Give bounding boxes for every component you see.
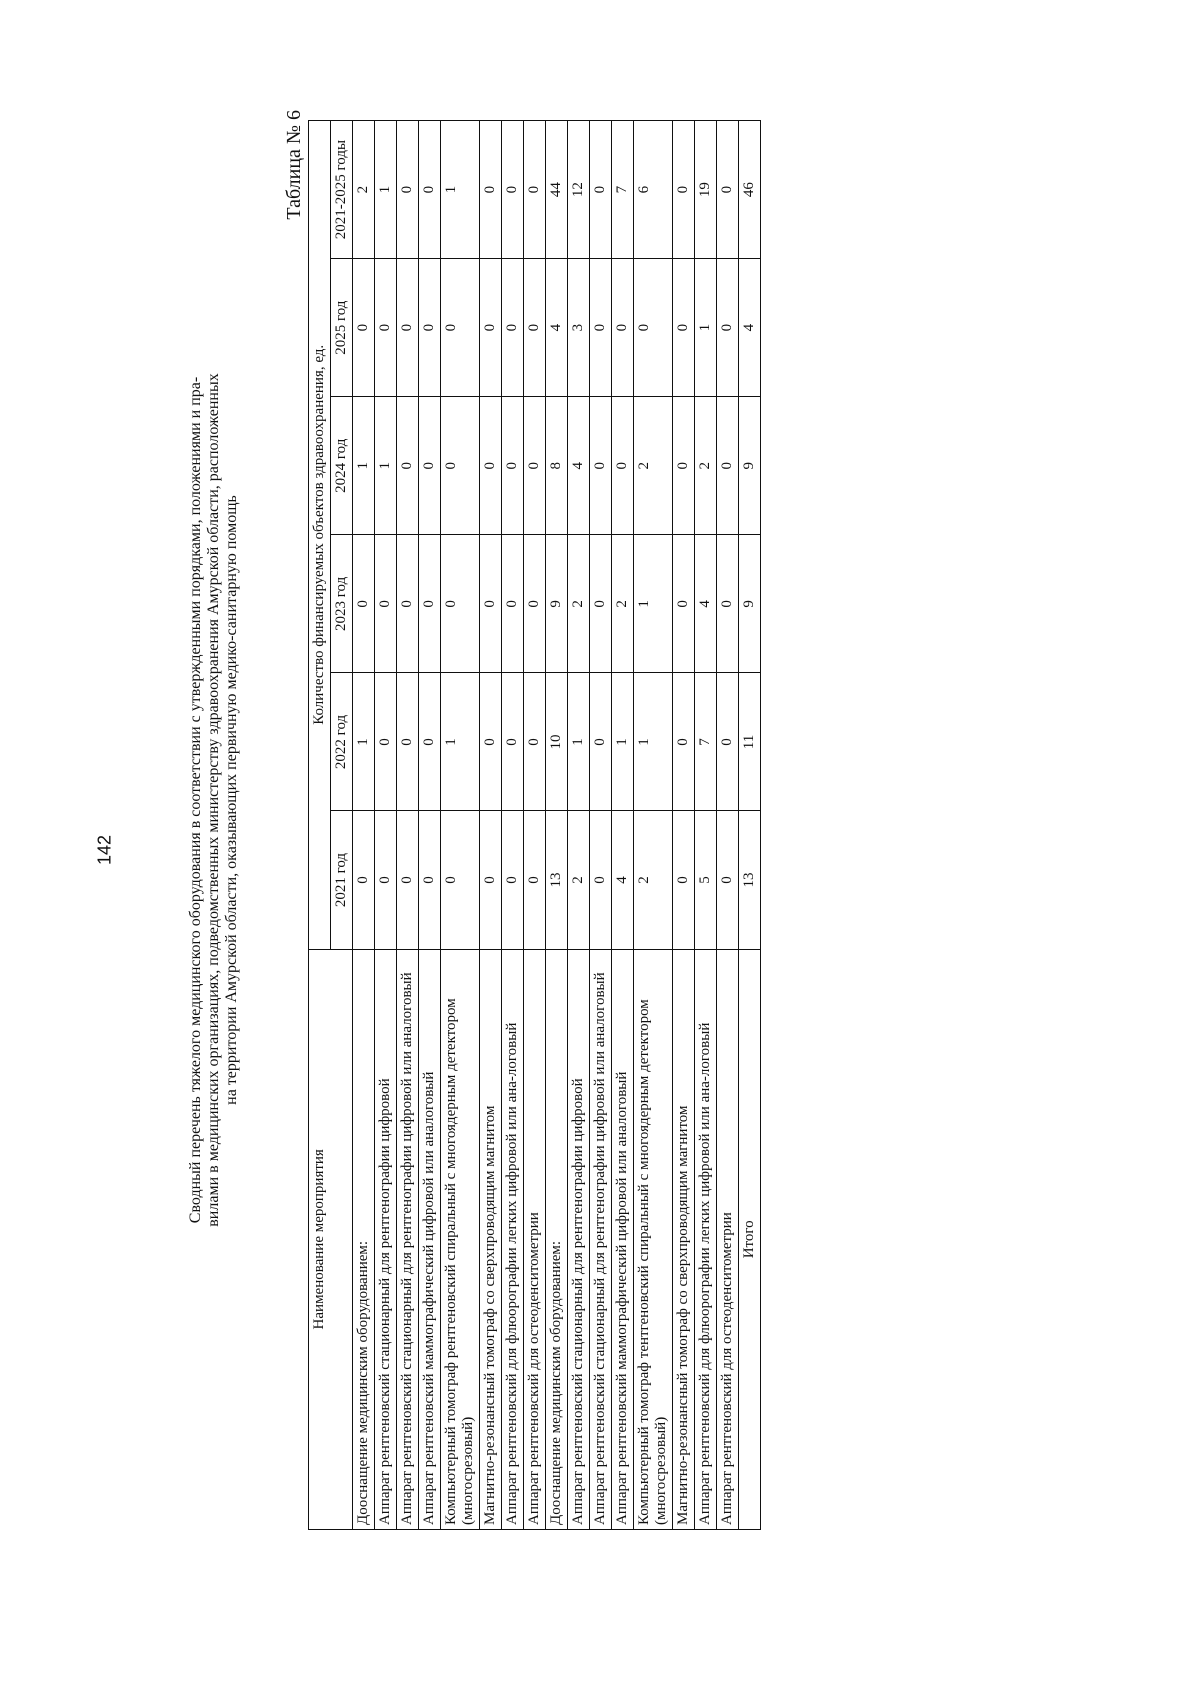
value-cell: 0 (717, 673, 739, 811)
column-header-year: 2023 год (331, 535, 353, 673)
value-cell: 0 (590, 535, 612, 673)
total-value-cell: 4 (739, 259, 761, 397)
row-name-cell: Аппарат рентгеновский для остеоденситометрии (524, 949, 546, 1529)
table-row (375, 121, 397, 1530)
table-row (480, 121, 502, 1530)
value-cell: 0 (634, 259, 673, 397)
value-cell: 1 (634, 673, 673, 811)
row-name-cell: Компьютерный томограф рентгеновский спиральный с многоядерным детектором (многосрезовый) (441, 949, 480, 1529)
value-cell: 0 (353, 259, 375, 397)
title-line: на территории Амурской области, оказывающих первичную медико-санитарную помощь (223, 495, 240, 1105)
value-cell: 0 (397, 535, 419, 673)
value-cell: 0 (717, 535, 739, 673)
value-cell: 8 (546, 397, 568, 535)
value-cell: 19 (695, 121, 717, 259)
table-row (441, 121, 480, 1530)
value-cell: 0 (419, 811, 441, 949)
value-cell: 0 (502, 811, 524, 949)
value-cell: 1 (375, 397, 397, 535)
value-cell: 5 (695, 811, 717, 949)
total-row (739, 121, 761, 1530)
value-cell: 0 (717, 811, 739, 949)
value-cell: 0 (673, 673, 695, 811)
value-cell: 0 (524, 811, 546, 949)
value-cell: 1 (353, 397, 375, 535)
value-cell: 1 (612, 673, 634, 811)
value-cell: 1 (353, 673, 375, 811)
value-cell: 2 (353, 121, 375, 259)
value-cell: 0 (590, 121, 612, 259)
value-cell: 4 (546, 259, 568, 397)
value-cell: 0 (673, 535, 695, 673)
value-cell: 0 (502, 673, 524, 811)
row-name-cell: Дооснащение медицинским оборудованием: (353, 949, 375, 1529)
column-header-name: Наименование мероприятия (309, 949, 353, 1529)
total-value-cell: 46 (739, 121, 761, 259)
value-cell: 2 (612, 535, 634, 673)
column-header-year: 2025 год (331, 259, 353, 397)
total-value-cell: 13 (739, 811, 761, 949)
value-cell: 0 (717, 259, 739, 397)
value-cell: 0 (375, 535, 397, 673)
value-cell: 0 (480, 673, 502, 811)
value-cell: 0 (419, 535, 441, 673)
table-row (612, 121, 634, 1530)
value-cell: 0 (419, 673, 441, 811)
table-number: Таблица № 6 (283, 110, 305, 220)
rotated-page-content (150, 50, 1150, 1550)
value-cell: 12 (568, 121, 590, 259)
value-cell: 0 (673, 259, 695, 397)
table-row (397, 121, 419, 1530)
value-cell: 9 (546, 535, 568, 673)
value-cell: 0 (502, 397, 524, 535)
table-row (590, 121, 612, 1530)
title-line: вилами в медицинских организациях, подведомственных министерству здравоохранения Амурской области, расположенных (205, 373, 222, 1227)
value-cell: 1 (568, 673, 590, 811)
value-cell: 0 (397, 673, 419, 811)
row-name-cell: Аппарат рентгеновский маммографический цифровой или аналоговый (612, 949, 634, 1529)
value-cell: 4 (568, 397, 590, 535)
value-cell: 0 (673, 397, 695, 535)
value-cell: 0 (397, 121, 419, 259)
row-name-cell: Магнитно-резонансный томограф со сверхпроводящим магнитом (480, 949, 502, 1529)
equipment-table (308, 120, 761, 1530)
value-cell: 0 (441, 811, 480, 949)
table-row (568, 121, 590, 1530)
value-cell: 0 (502, 121, 524, 259)
row-name-cell: Магнитно-резонансный томограф со сверхпроводящим магнитом (673, 949, 695, 1529)
value-cell: 1 (695, 259, 717, 397)
value-cell: 0 (480, 397, 502, 535)
value-cell: 0 (524, 259, 546, 397)
value-cell: 0 (353, 811, 375, 949)
value-cell: 0 (375, 673, 397, 811)
row-name-cell: Аппарат рентгеновский для остеоденситометрии (717, 949, 739, 1529)
column-header-year: 2021 год (331, 811, 353, 949)
value-cell: 0 (590, 397, 612, 535)
value-cell: 2 (634, 811, 673, 949)
column-header-year: 2022 год (331, 673, 353, 811)
value-cell: 2 (695, 397, 717, 535)
value-cell: 0 (590, 811, 612, 949)
value-cell: 0 (717, 397, 739, 535)
value-cell: 0 (419, 259, 441, 397)
total-value-cell: 9 (739, 535, 761, 673)
title-line: Сводный перечень тяжелого медицинского оборудования в соответствии с утвержденными порядками, положениями и пра- (187, 376, 204, 1224)
value-cell: 2 (634, 397, 673, 535)
document-title (187, 50, 241, 1550)
value-cell: 0 (480, 811, 502, 949)
value-cell: 10 (546, 673, 568, 811)
value-cell: 0 (590, 259, 612, 397)
value-cell: 1 (441, 121, 480, 259)
table-row (695, 121, 717, 1530)
value-cell: 13 (546, 811, 568, 949)
row-name-cell: Компьютерный томограф тентгеновский спиральный с многоядерным детектором (многосрезовый) (634, 949, 673, 1529)
value-cell: 0 (502, 535, 524, 673)
value-cell: 4 (695, 535, 717, 673)
column-group-header: Количество финансируемых объектов здравоохранения, ед. (309, 121, 331, 950)
value-cell: 0 (441, 397, 480, 535)
row-name-cell: Аппарат рентгеновский маммографический цифровой или аналоговый (419, 949, 441, 1529)
value-cell: 1 (634, 535, 673, 673)
value-cell: 0 (480, 121, 502, 259)
value-cell: 7 (612, 121, 634, 259)
table-row (524, 121, 546, 1530)
value-cell: 2 (568, 811, 590, 949)
total-value-cell: 11 (739, 673, 761, 811)
value-cell: 1 (375, 121, 397, 259)
column-header-year: 2024 год (331, 397, 353, 535)
value-cell: 0 (397, 811, 419, 949)
value-cell: 2 (568, 535, 590, 673)
value-cell: 0 (502, 259, 524, 397)
value-cell: 0 (673, 811, 695, 949)
value-cell: 0 (612, 259, 634, 397)
value-cell: 0 (524, 121, 546, 259)
value-cell: 0 (480, 259, 502, 397)
value-cell: 0 (524, 535, 546, 673)
row-name-cell: Аппарат рентгеновский стационарный для рентгенографии цифровой (568, 949, 590, 1529)
value-cell: 0 (397, 259, 419, 397)
table-row (546, 121, 568, 1530)
value-cell: 44 (546, 121, 568, 259)
table-row (673, 121, 695, 1530)
row-name-cell: Аппарат рентгеновский стационарный для рентгенографии цифровой (375, 949, 397, 1529)
value-cell: 0 (673, 121, 695, 259)
row-name-cell: Аппарат рентгеновский для флюорографии легких цифровой или ана-логовый (695, 949, 717, 1529)
value-cell: 0 (397, 397, 419, 535)
row-name-cell: Аппарат рентгеновский для флюорографии легких цифровой или ана-логовый (502, 949, 524, 1529)
value-cell: 0 (441, 535, 480, 673)
value-cell: 0 (612, 397, 634, 535)
total-value-cell: 9 (739, 397, 761, 535)
value-cell: 3 (568, 259, 590, 397)
table-row (502, 121, 524, 1530)
table-row (419, 121, 441, 1530)
value-cell: 0 (441, 259, 480, 397)
value-cell: 0 (419, 121, 441, 259)
value-cell: 0 (375, 811, 397, 949)
value-cell: 0 (419, 397, 441, 535)
value-cell: 0 (375, 259, 397, 397)
page-number (90, 0, 120, 1699)
value-cell: 4 (612, 811, 634, 949)
value-cell: 7 (695, 673, 717, 811)
value-cell: 0 (524, 397, 546, 535)
value-cell: 6 (634, 121, 673, 259)
value-cell: 0 (524, 673, 546, 811)
table-row (717, 121, 739, 1530)
row-name-cell: Дооснащение медицинским оборудованием: (546, 949, 568, 1529)
table-body (353, 121, 761, 1530)
column-header-year: 2021-2025 годы (331, 121, 353, 259)
value-cell: 0 (590, 673, 612, 811)
value-cell: 0 (353, 535, 375, 673)
table-row (634, 121, 673, 1530)
value-cell: 0 (480, 535, 502, 673)
row-name-cell: Аппарат рентгеновский стационарный для рентгенографии цифровой или аналоговый (397, 949, 419, 1529)
value-cell: 1 (441, 673, 480, 811)
value-cell: 0 (717, 121, 739, 259)
page-number-text: 142 (94, 834, 115, 865)
row-name-cell: Аппарат рентгеновский стационарный для рентгенографии цифровой или аналоговый (590, 949, 612, 1529)
total-label-cell: Итого (739, 949, 761, 1529)
table-row (353, 121, 375, 1530)
